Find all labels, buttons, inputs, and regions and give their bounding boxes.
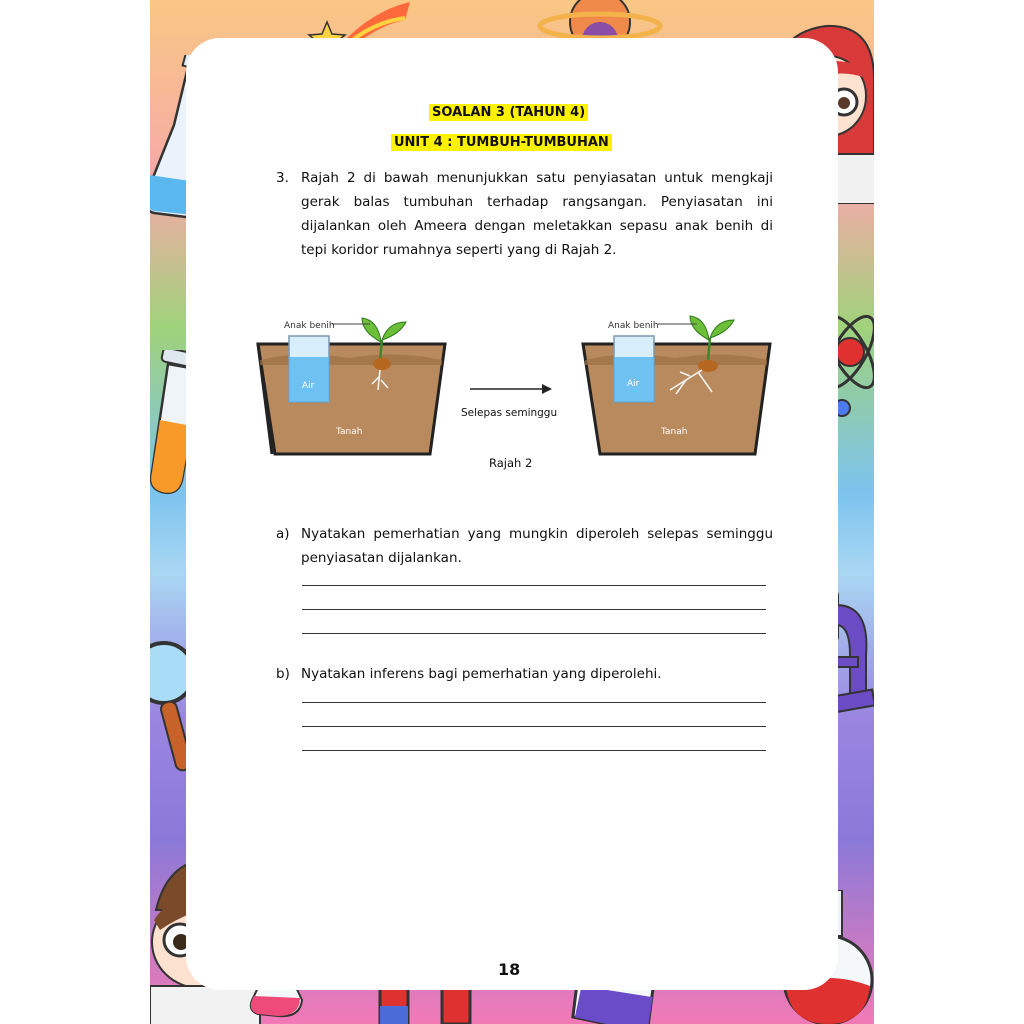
answer-line-b2[interactable] [302,726,766,727]
label-seedling-after: Anak benih [608,321,659,331]
answer-line-b3[interactable] [302,750,766,751]
answer-line-a1[interactable] [302,585,766,586]
arrow-label: Selepas seminggu [461,407,558,419]
label-soil-after: Tanah [661,427,688,437]
answer-line-b1[interactable] [302,702,766,703]
investigation-diagram [250,310,780,480]
part-b-marker: b) [276,666,290,682]
label-seedling-before: Anak benih [284,321,335,331]
page-number: 18 [498,960,521,979]
figure-caption: Rajah 2 [489,456,533,470]
worksheet-page [150,0,874,1024]
label-soil-before: Tanah [336,427,363,437]
answer-line-a3[interactable] [302,633,766,634]
answer-line-a2[interactable] [302,609,766,610]
question-number: 3. [276,170,289,186]
unit-heading: UNIT 4 : TUMBUH-TUMBUHAN [391,134,612,151]
question-text: Rajah 2 di bawah menunjukkan satu penyiasatan untuk mengkaji gerak balas tumbuhan terhadap rangsangan. Penyiasatan ini dijalankan oleh Ameera dengan meletakkan sepasu anak benih di tepi koridor rumahnya seperti yang di Rajah 2. [301,170,773,258]
label-water-before: Air [302,381,315,391]
part-a-text: Nyatakan pemerhatian yang mungkin diperoleh selepas seminggu penyiasatan dijalankan. [301,526,773,566]
page-title: SOALAN 3 (TAHUN 4) [429,104,588,121]
part-a-marker: a) [276,526,290,542]
label-water-after: Air [627,379,640,389]
part-b-text: Nyatakan inferens bagi pemerhatian yang diperolehi. [301,666,662,682]
